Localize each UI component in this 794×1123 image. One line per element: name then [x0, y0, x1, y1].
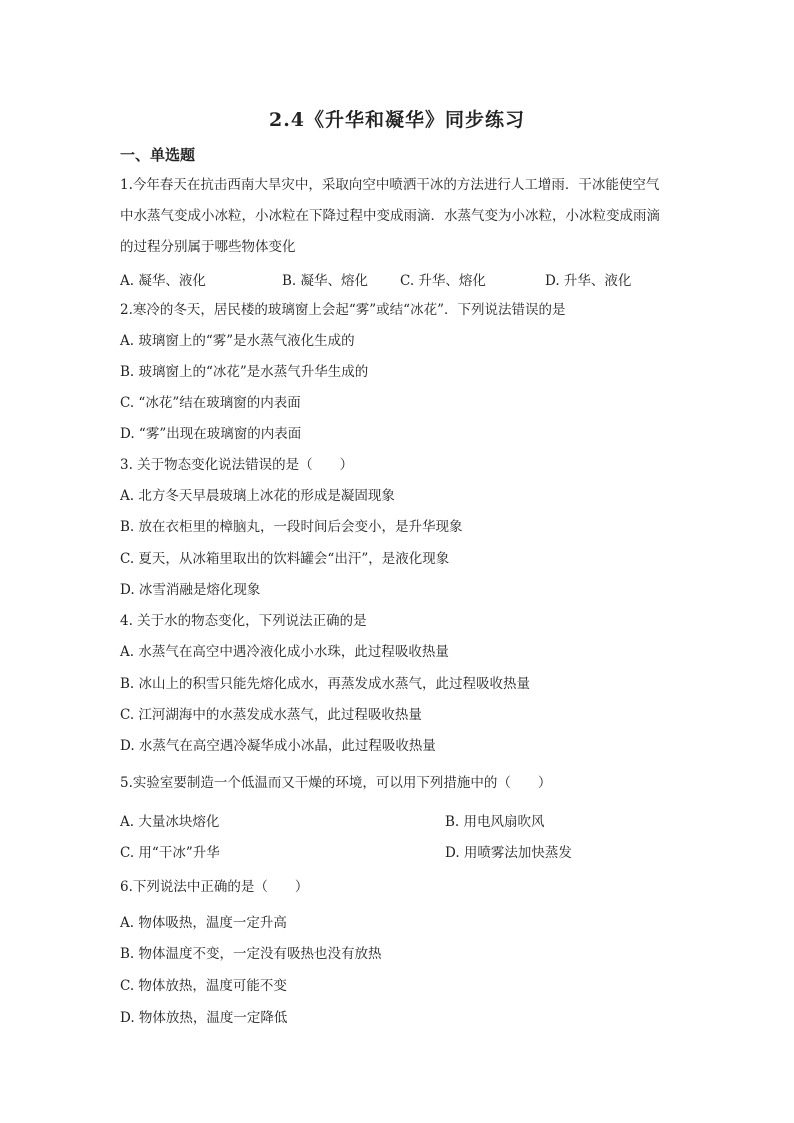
- section-heading: 一、单选题: [120, 146, 196, 164]
- question-2-option-c: C. “冰花”结在玻璃窗的内表面: [120, 395, 301, 411]
- question-1-line-3: 的过程分别属于哪些物体变化: [120, 239, 296, 255]
- question-5-stem: 5.实验室要制造一个低温而又干燥的环境，可以用下列措施中的（ ）: [120, 775, 552, 791]
- question-4-option-a: A. 水蒸气在高空中遇冷液化成小水珠，此过程吸收热量: [120, 644, 449, 660]
- question-3-option-a: A. 北方冬天早晨玻璃上冰花的形成是凝固现象: [120, 488, 395, 504]
- question-3-option-d: D. 冰雪消融是熔化现象: [120, 582, 261, 598]
- question-1-line-2: 中水蒸气变成小冰粒，小冰粒在下降过程中变成雨滴．水蒸气变为小冰粒，小冰粒变成雨滴: [120, 208, 660, 224]
- question-3-option-c: C. 夏天，从冰箱里取出的饮料罐会“出汗”，是液化现象: [120, 551, 450, 567]
- question-2-option-d: D. “雾”出现在玻璃窗的内表面: [120, 426, 302, 442]
- question-5-option-b: B. 用电风扇吹风: [445, 814, 545, 830]
- question-2-option-a: A. 玻璃窗上的“雾”是水蒸气液化生成的: [120, 333, 355, 349]
- question-4-stem: 4. 关于水的物态变化，下列说法正确的是: [120, 613, 367, 629]
- question-3-stem: 3. 关于物态变化说法错误的是（ ）: [120, 457, 354, 473]
- question-4-option-b: B. 冰山上的积雪只能先熔化成水，再蒸发成水蒸气，此过程吸收热量: [120, 676, 531, 692]
- question-5-option-a: A. 大量冰块熔化: [120, 814, 220, 830]
- question-6-option-a: A. 物体吸热，温度一定升高: [120, 915, 287, 931]
- question-1-option-c: C. 升华、熔化: [400, 273, 486, 289]
- question-5-option-c: C. 用“干冰”升华: [120, 845, 220, 861]
- question-1-option-b: B. 凝华、熔化: [282, 273, 369, 289]
- question-2-option-b: B. 玻璃窗上的“冰花”是水蒸气升华生成的: [120, 364, 369, 380]
- question-1-option-a: A. 凝华、液化: [120, 273, 206, 289]
- question-6-stem: 6.下列说法中正确的是（ ）: [120, 879, 309, 895]
- question-1-option-d: D. 升华、液化: [545, 273, 632, 289]
- question-6-option-b: B. 物体温度不变，一定没有吸热也没有放热: [120, 946, 382, 962]
- question-6-option-c: C. 物体放热，温度可能不变: [120, 978, 287, 994]
- question-4-option-c: C. 江河湖海中的水蒸发成水蒸气，此过程吸收热量: [120, 707, 422, 723]
- question-3-option-b: B. 放在衣柜里的樟脑丸，一段时间后会变小，是升华现象: [120, 519, 463, 535]
- page-title: 2.4《升华和凝华》同步练习: [268, 109, 526, 131]
- question-2-stem: 2.寒冷的冬天，居民楼的玻璃窗上会起“雾”或结“冰花”．下列说法错误的是: [120, 302, 566, 318]
- question-6-option-d: D. 物体放热，温度一定降低: [120, 1010, 288, 1026]
- question-4-option-d: D. 水蒸气在高空遇冷凝华成小冰晶，此过程吸收热量: [120, 738, 436, 754]
- question-5-option-d: D. 用喷雾法加快蒸发: [445, 845, 572, 861]
- question-1-line-1: 1.今年春天在抗击西南大旱灾中，采取向空中喷洒干冰的方法进行人工增雨．干冰能使空气: [120, 177, 660, 193]
